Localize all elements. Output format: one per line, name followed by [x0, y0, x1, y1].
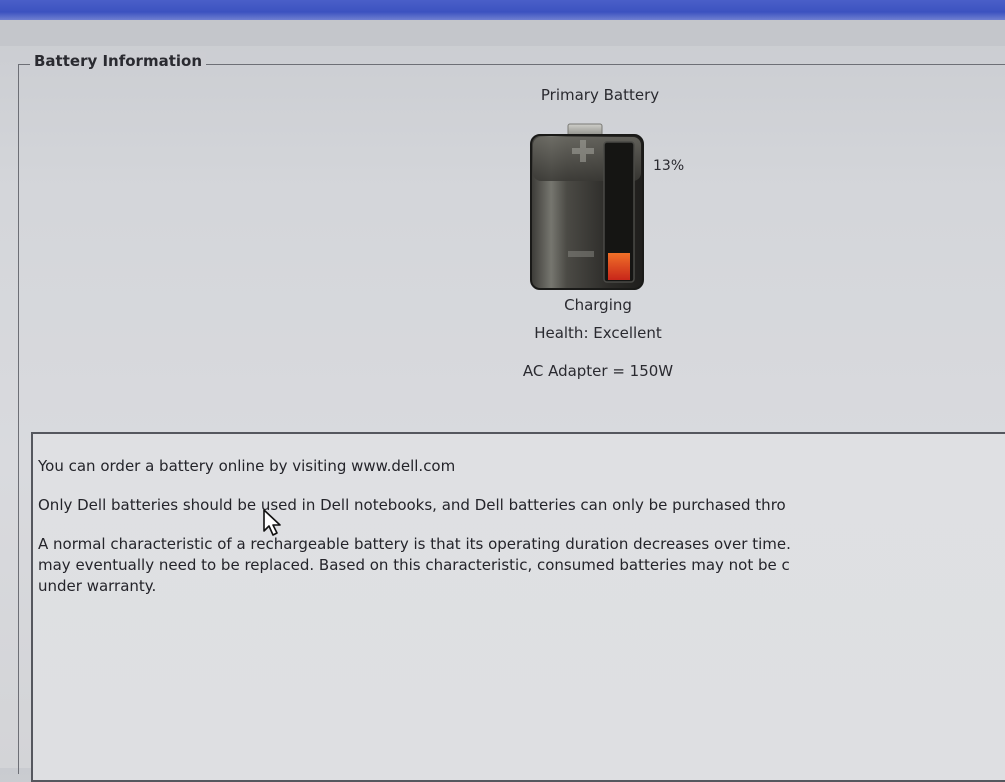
- order-info-line: You can order a battery online by visiting www.dell.com: [38, 457, 456, 475]
- characteristic-line-1: A normal characteristic of a rechargeable battery is that its operating duration decreases over time.: [38, 535, 791, 553]
- battery-icon: [528, 122, 648, 294]
- charge-level-fill: [608, 253, 630, 280]
- mouse-pointer-icon: [262, 508, 288, 538]
- battery-health: Health: Excellent: [534, 324, 662, 342]
- battery-title: Primary Battery: [540, 86, 660, 104]
- window-title-bar: [0, 0, 1005, 20]
- group-title: Battery Information: [30, 52, 206, 70]
- battery-info-text-box: [31, 432, 1005, 782]
- battery-status: Charging: [564, 296, 632, 314]
- characteristic-line-3: under warranty.: [38, 577, 157, 595]
- info-text: [38, 456, 1005, 597]
- characteristic-line-2: may eventually need to be replaced. Based on this characteristic, consumed batteries may not be c: [38, 556, 790, 574]
- ac-adapter-rating: AC Adapter = 150W: [522, 362, 674, 380]
- primary-battery-panel: [490, 82, 710, 392]
- window-header-band: [0, 20, 1005, 46]
- dell-only-line: Only Dell batteries should be used in Dell notebooks, and Dell batteries can only be purchased thro: [38, 496, 786, 514]
- battery-charge-percent: 13%: [653, 158, 685, 174]
